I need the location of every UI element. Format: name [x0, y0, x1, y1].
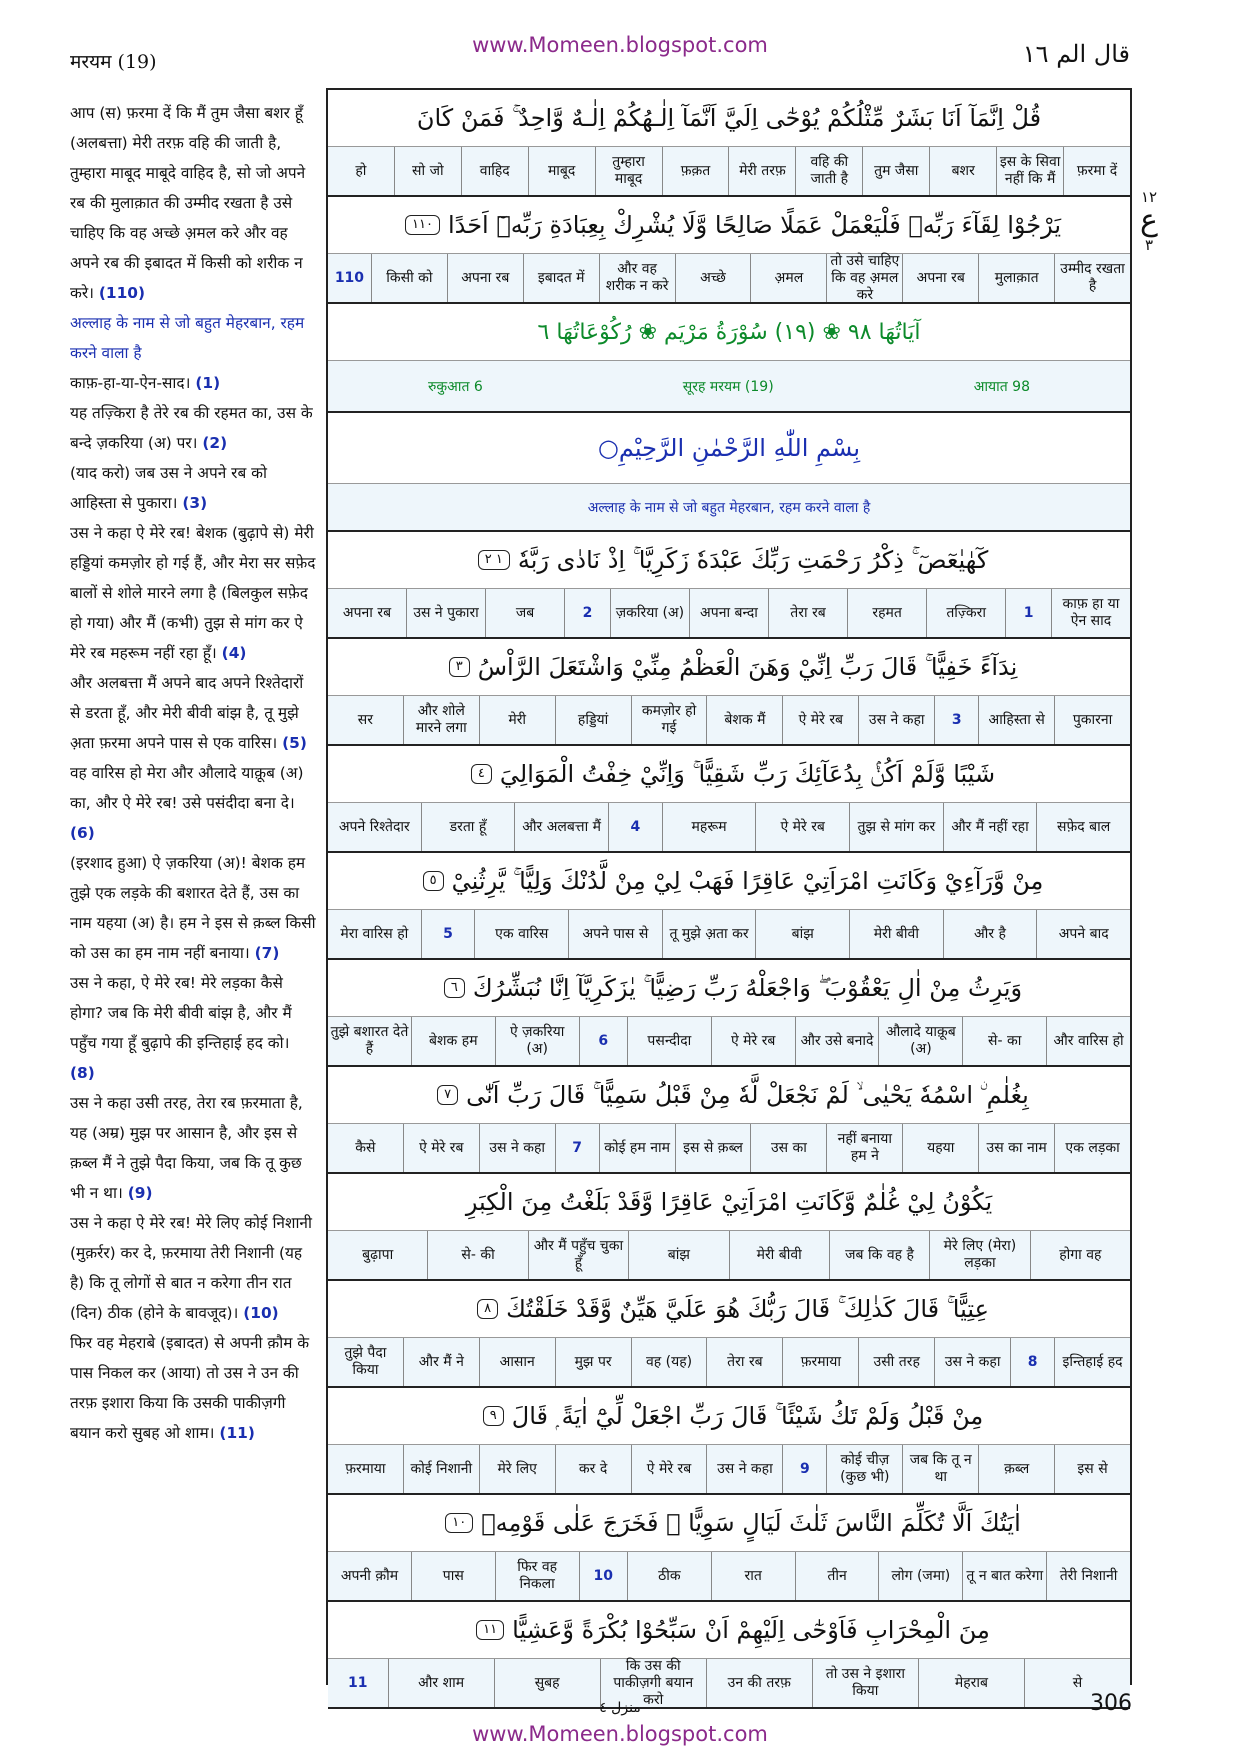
word-cell: इबादत में: [523, 254, 599, 302]
arabic-text: وَيَرِثُ مِنْ اٰلِ يَعْقُوْبَ ۖ وَاجْعَلْهُ رَبِّ رَضِيًّا ۚ يٰزَكَرِيَّآ اِنَّا نُبَشِّرُكَ: [472, 974, 1023, 1002]
word-cell: उस ने पुकारा: [406, 589, 485, 637]
verse-number-cell: 3: [934, 696, 978, 744]
ayah-marker: ٩: [483, 1406, 504, 1426]
word-cell: तेरा रब: [768, 589, 847, 637]
word-cell: उम्मीद रखता है: [1054, 254, 1130, 302]
word-cell: तज़्किरा: [926, 589, 1005, 637]
word-grid: [328, 1124, 1130, 1174]
word-cell: वाहिद: [461, 147, 528, 195]
arabic-text: قُلْ اِنَّمَآ اَنَا بَشَرٌ مِّثْلُكُمْ يُوْحٰٓى اِلَيَّ اَنَّمَآ اِلٰـهُكُمْ اِلٰـهٌ وَّاحِدٌ ۚ فَمَنْ كَانَ: [416, 104, 1042, 132]
word-cell: रहमत: [847, 589, 926, 637]
word-grid: [328, 1338, 1130, 1388]
word-cell: ऐ मेरे रब: [711, 1017, 795, 1065]
arabic-line: [328, 853, 1130, 910]
word-cell: अ़मल: [750, 254, 826, 302]
verse-number-cell: 7: [555, 1124, 599, 1172]
ayah-marker: ٨: [477, 1299, 498, 1319]
word-cell: एक वारिस: [474, 910, 568, 958]
rukuat-count: रुकुआत 6: [428, 378, 483, 395]
trans-p11: फिर वह मेहराबे (इबादत) से अपनी क़ौम के पास निकल कर (आया) तो उस ने उन की तरफ़ इशारा किया कि उसकी पाकीज़गी बयान करो सुबह ओ शाम।: [70, 1334, 310, 1442]
word-cell: से- की: [427, 1231, 527, 1279]
word-cell: मेरी: [479, 696, 555, 744]
word-cell: हो: [328, 147, 394, 195]
ayah-marker: ٣: [449, 657, 470, 677]
word-cell: ऐ ज़करिया (अ): [495, 1017, 579, 1065]
word-grid: [328, 803, 1130, 853]
word-cell: और वह शरीक न करे: [599, 254, 675, 302]
page-number: 306: [1090, 1691, 1132, 1716]
word-cell: किसी को: [371, 254, 447, 302]
ayah-marker: ١١٠: [405, 215, 440, 235]
ayat-count: आयात 98: [973, 378, 1030, 395]
word-cell: फ़रमाया: [782, 1338, 858, 1386]
word-cell: अपना रब: [328, 589, 406, 637]
word-cell: पुकारना: [1054, 696, 1130, 744]
verse-number: (6): [70, 824, 95, 842]
word-cell: तुम्हारा माबूद: [595, 147, 662, 195]
arabic-line: [328, 1388, 1130, 1445]
word-cell: तुम जैसा: [862, 147, 929, 195]
ayah-marker: ١١: [476, 1620, 504, 1640]
word-cell: तुझे बशारत देते हैं: [328, 1017, 411, 1065]
word-cell: मेरी तरफ़: [728, 147, 795, 195]
word-cell: महरूम: [662, 803, 756, 851]
trans-bismillah: अल्लाह के नाम से जो बहुत मेहरबान, रहम करने वाला है: [70, 314, 305, 362]
trans-p1: आप (स) फ़रमा दें कि मैं तुम जैसा बशर हूँ (अलबत्ता) मेरी तरफ़ वहि की जाती है, तुम्हारा माबूद माबूदे वाहिद है, सो जो अपने रब की मुलाक़ात की उम्मीद रखता है उसे चाहिए कि वह अच्छे अ़मल करे और वह अपने रब की इबादत में किसी को शरीक न करे।: [70, 104, 306, 302]
word-cell: सो जो: [394, 147, 461, 195]
arabic-text: يَكُوْنُ لِيْ غُلٰمٌ وَّكَانَتِ امْرَاَتِيْ عَاقِرًا وَّقَدْ بَلَغْتُ مِنَ الْكِبَرِ: [465, 1188, 993, 1216]
word-cell: क़ब्ल: [978, 1445, 1054, 1493]
trans-p8: उस ने कहा, ऐ मेरे रब! मेरे लड़का कैसे होगा? जब कि मेरी बीवी बांझ है, और मैं पहुँच गया हूँ बुढ़ापे की इन्तिहाई हद को।: [70, 974, 292, 1052]
word-grid: [328, 1659, 1130, 1709]
surah-title-arabic: آيَاتُهَا ٩٨ ❀ (١٩) سُوْرَةُ مَرْيَم ❀ رُكُوْعَاتُهَا ٦: [328, 304, 1130, 361]
word-grid: [328, 1552, 1130, 1602]
arabic-line: [328, 639, 1130, 696]
verse-number: (5): [282, 734, 307, 752]
arabic-line: [328, 532, 1130, 589]
word-cell: फ़रमा दें: [1063, 147, 1130, 195]
word-grid: [328, 696, 1130, 746]
arabic-text: عِتِيًّا ۚ قَالَ كَذٰلِكَ ۚ قَالَ رَبُّكَ هُوَ عَلَيَّ هَيِّنٌ وَّقَدْ خَلَقْتُكَ: [506, 1295, 989, 1323]
word-cell: उसी तरह: [858, 1338, 934, 1386]
word-cell: उस ने कहा: [858, 696, 934, 744]
word-cell: जब कि तू न था: [902, 1445, 978, 1493]
translation-column: [70, 98, 316, 1448]
verse-number: (2): [202, 434, 228, 452]
bismillah-arabic: بِسْمِ اللّٰهِ الرَّحْمٰنِ الرَّحِيْمِ○: [328, 413, 1130, 484]
arabic-line: [328, 1067, 1130, 1124]
ayah-marker: ٧: [437, 1085, 458, 1105]
word-cell: इस से: [1054, 1445, 1130, 1493]
word-cell: पसन्दीदा: [627, 1017, 711, 1065]
word-cell: नहीं बनाया हम ने: [826, 1124, 902, 1172]
word-cell: और वारिस हो: [1046, 1017, 1130, 1065]
word-grid: [328, 1017, 1130, 1067]
word-cell: मेरा वारिस हो: [328, 910, 421, 958]
word-cell: मुझ पर: [555, 1338, 631, 1386]
arabic-text: كٓهٰيٰعٓصٓ ۚ ذِكْرُ رَحْمَتِ رَبِّكَ عَبْدَهٗ زَكَرِيَّا ۚ اِذْ نَادٰى رَبَّهٗ: [517, 546, 989, 574]
arabic-text: شَيْبًا وَّلَمْ اَكُنْۢ بِدُعَآئِكَ رَبِّ شَقِيًّا ۚ وَاِنِّيْ خِفْتُ الْمَوَالِيَ: [499, 760, 996, 788]
word-cell: अपना रब: [447, 254, 523, 302]
word-cell: हड्डियां: [555, 696, 631, 744]
arabic-line: [328, 90, 1130, 147]
word-cell: ऐ मेरे रब: [782, 696, 858, 744]
word-cell: आसान: [479, 1338, 555, 1386]
word-cell: वह (यह): [631, 1338, 707, 1386]
arabic-line: [328, 960, 1130, 1017]
word-cell: तू न बात करेगा: [962, 1552, 1046, 1600]
word-cell: और मैं पहुँच चुका हूँ: [528, 1231, 628, 1279]
trans-p7: (इरशाद हुआ) ऐ ज़करिया (अ)! बेशक हम तुझे एक लड़के की बशारत देते हैं, उस का नाम यहया (अ) है। हम ने इस से क़ब्ल किसी को उस का हम नाम नहीं बनाया।: [70, 854, 316, 962]
arabic-text: بِغُلٰمِ ۨ اسْمُهٗ يَحْيٰى ۙ لَمْ نَجْعَلْ لَّهٗ مِنْ قَبْلُ سَمِيًّا ۚ قَالَ رَبِّ اَنّٰى: [466, 1081, 1029, 1109]
word-grid: [328, 589, 1130, 639]
trans-p1a: काफ़-हा-या-ऐन-साद।: [70, 374, 191, 392]
word-grid: [328, 1445, 1130, 1495]
arabic-line: [328, 746, 1130, 803]
trans-p6: वह वारिस हो मेरा और औलादे याक़ूब (अ) का, और ऐ मेरे रब! उसे पसंदीदा बना दे।: [70, 764, 304, 812]
ruku-mark-top: ١٢: [1140, 188, 1158, 206]
arabic-text: يَرْجُوْا لِقَآءَ رَبِّهٖ فَلْيَعْمَلْ عَمَلًا صَالِحًا وَّلَا يُشْرِكْ بِعِبَادَةِ رَبِّهٖٓ اَحَدًا: [447, 211, 1062, 239]
word-cell: रात: [711, 1552, 795, 1600]
word-cell: एक लड़का: [1054, 1124, 1130, 1172]
word-cell: तुझे पैदा किया: [328, 1338, 403, 1386]
arabic-text: نِدَآءً خَفِيًّا ۚ قَالَ رَبِّ اِنِّيْ وَهَنَ الْعَظْمُ مِنِّيْ وَاشْتَعَلَ الرَّاْسُ: [477, 653, 1018, 681]
arabic-line: [328, 197, 1130, 254]
verse-number: (1): [195, 374, 221, 392]
word-cell: ठीक: [627, 1552, 711, 1600]
word-cell: अपने पास से: [568, 910, 662, 958]
verse-number-cell: 1: [1005, 589, 1051, 637]
word-cell: उस ने कहा: [479, 1124, 555, 1172]
word-cell: अपनी क़ौम: [328, 1552, 411, 1600]
word-cell: कैसे: [328, 1124, 403, 1172]
word-cell: और शोले मारने लगा: [403, 696, 479, 744]
ruku-side-mark: [1132, 188, 1166, 254]
word-cell: और उसे बनादे: [795, 1017, 879, 1065]
surah-rows: [328, 532, 1130, 1709]
verse-number-cell: 8: [1010, 1338, 1054, 1386]
site-url-top[interactable]: www.Momeen.blogspot.com: [472, 33, 768, 57]
surah-name: (19) सूरह मरयम: [682, 378, 774, 395]
word-cell: आहिस्ता से: [978, 696, 1054, 744]
word-grid: [328, 910, 1130, 960]
word-cell: लोग (जमा): [878, 1552, 962, 1600]
word-cell: कि उस की पाकीज़गी बयान करो: [600, 1659, 706, 1707]
word-cell: सर: [328, 696, 403, 744]
arabic-text: مِنَ الْمِحْرَابِ فَاَوْحٰٓى اِلَيْهِمْ اَنْ سَبِّحُوْا بُكْرَةً وَّعَشِيًّا: [512, 1616, 990, 1644]
word-cell: मेरे लिए: [479, 1445, 555, 1493]
verse-number-cell: 5: [421, 910, 475, 958]
word-cell: ऐ मेरे रब: [755, 803, 849, 851]
verse-number-cell: 6: [579, 1017, 627, 1065]
word-cell: कोई चीज़ (कुछ भी): [826, 1445, 902, 1493]
word-cell: ऐ मेरे रब: [403, 1124, 479, 1172]
bismillah-translation: अल्लाह के नाम से जो बहुत मेहरबान, रहम करने वाला है: [328, 484, 1130, 532]
arabic-line: [328, 1495, 1130, 1552]
word-cell: डरता हूँ: [421, 803, 515, 851]
juz-header-right: قال الم ١٦: [1022, 40, 1130, 68]
word-cell: अच्छे: [675, 254, 751, 302]
trans-p4: उस ने कहा ऐ मेरे रब! बेशक (बुढ़ापे से) मेरी हड्डियां कमज़ोर हो गई हैं, और मेरा सर सफ़ेद बालों से शोले मारने लगा है (बिलकुल सफ़ेद हो गया) और मैं (कभी) तुझ से मांग कर ऐ मेरे रब महरूम नहीं रहा हूँ।: [70, 524, 316, 662]
word-cell: यहया: [902, 1124, 978, 1172]
manzil-label: منزل ٤: [599, 1700, 641, 1716]
trans-p9: उस ने कहा उसी तरह, तेरा रब फ़रमाता है, यह (अम्र) मुझ पर आसान है, और इस से क़ब्ल मैं ने तुझे पैदा किया, जब कि तू कुछ भी न था।: [70, 1094, 303, 1202]
verse-number-cell: 4: [608, 803, 662, 851]
verse-number: (3): [182, 494, 208, 512]
trans-p3: (याद करो) जब उस ने अपने रब को आहिस्ता से पुकारा।: [70, 464, 267, 512]
word-cell: अपना रब: [902, 254, 978, 302]
trans-p5: और अलबत्ता मैं अपने बाद अपने रिश्तेदारों से डरता हूँ, और मेरी बीवी बांझ है, तू मुझे अ़ता फ़रमा अपने पास से एक वारिस।: [70, 674, 304, 752]
word-cell: उस ने कहा: [934, 1338, 1010, 1386]
verse-number-cell: 9: [782, 1445, 826, 1493]
word-cell: उस का: [750, 1124, 826, 1172]
word-cell: मेरे लिए (मेरा) लड़का: [929, 1231, 1029, 1279]
verse-number-cell: 2: [564, 589, 610, 637]
ayah-marker: ١٠: [445, 1513, 473, 1533]
prev-surah-rows: [328, 90, 1130, 304]
word-cell: कर दे: [555, 1445, 631, 1493]
arabic-text: مِنْ وَّرَآءِيْ وَكَانَتِ امْرَاَتِيْ عَاقِرًا فَهَبْ لِيْ مِنْ لَّدُنْكَ وَلِيًّا ۚ يَّرِثُنِيْ: [451, 867, 1044, 895]
word-cell: बेशक मैं: [706, 696, 782, 744]
word-cell: से- का: [962, 1017, 1046, 1065]
word-cell: और मैं नहीं रहा: [943, 803, 1037, 851]
word-cell: मेरी बीवी: [729, 1231, 829, 1279]
word-grid: [328, 1231, 1130, 1281]
word-cell: काफ़ हा या ऐन साद: [1051, 589, 1130, 637]
verse-number: (10): [243, 1304, 279, 1322]
verse-number-cell: 10: [579, 1552, 627, 1600]
word-cell: कमज़ोर हो गई: [631, 696, 707, 744]
word-grid: [328, 147, 1130, 197]
verse-number: (11): [219, 1424, 255, 1442]
word-cell: फ़रमाया: [328, 1445, 403, 1493]
word-cell: तेरा रब: [706, 1338, 782, 1386]
word-cell: तो उस ने इशारा किया: [812, 1659, 918, 1707]
ayah-marker: ٤: [471, 764, 492, 784]
word-grid: [328, 254, 1130, 304]
word-cell: मेरी बीवी: [849, 910, 943, 958]
word-cell: कोई निशानी: [403, 1445, 479, 1493]
word-cell: अपने रिश्तेदार: [328, 803, 421, 851]
arabic-text: مِنْ قَبْلُ وَلَمْ تَكُ شَيْئًا ۚ قَالَ رَبِّ اجْعَلْ لِّيْٓ اٰيَةً ۭ قَالَ: [511, 1402, 984, 1430]
word-cell: पास: [411, 1552, 495, 1600]
verse-number: (7): [254, 944, 280, 962]
word-cell: बांझ: [755, 910, 849, 958]
word-cell: उस का नाम: [978, 1124, 1054, 1172]
word-cell: सुबह: [494, 1659, 600, 1707]
word-cell: उन की तरफ़: [706, 1659, 812, 1707]
ayah-marker: ٥: [423, 871, 444, 891]
word-cell: बुढ़ापा: [328, 1231, 427, 1279]
arabic-text: اٰيَتُكَ اَلَّا تُكَلِّمَ النَّاسَ ثَلٰثَ لَيَالٍ سَوِيًّا ۚ فَخَرَجَ عَلٰى قَوْمِهٖ: [481, 1509, 1021, 1537]
surah-info-row: [328, 361, 1130, 413]
word-cell: जब कि वह है: [829, 1231, 929, 1279]
word-cell: तो उसे चाहिए कि वह अ़मल करे: [826, 254, 902, 302]
word-cell: सफ़ेद बाल: [1036, 803, 1130, 851]
arabic-line: [328, 1602, 1130, 1659]
verse-number-cell: 11: [328, 1659, 388, 1707]
word-cell: इन्तिहाई हद: [1054, 1338, 1130, 1386]
trans-p10: उस ने कहा ऐ मेरे रब! मेरे लिए कोई निशानी (मुक़र्रर) कर दे, फ़रमाया तेरी निशानी (यह है) कि तू लोगों से बात न करेगा तीन रात (दिन) ठीक (होने के बावजूद)।: [70, 1214, 312, 1322]
word-cell: ऐ मेरे रब: [631, 1445, 707, 1493]
ayah-marker: ٦: [444, 978, 465, 998]
word-cell: और है: [943, 910, 1037, 958]
word-cell: तेरी निशानी: [1046, 1552, 1130, 1600]
word-cell: तुझ से मांग कर: [849, 803, 943, 851]
word-cell: फ़क़त: [662, 147, 729, 195]
verse-number-cell: 110: [328, 254, 371, 302]
trans-p2: यह तज़्किरा है तेरे रब की रहमत का, उस के बन्दे ज़करिया (अ) पर।: [70, 404, 313, 452]
word-cell: और अलबत्ता मैं: [514, 803, 608, 851]
surah-header-left: मरयम (19): [70, 51, 157, 73]
word-cell: होगा वह: [1030, 1231, 1130, 1279]
word-cell: बांझ: [628, 1231, 728, 1279]
word-cell: तीन: [795, 1552, 879, 1600]
word-cell: जब: [485, 589, 564, 637]
word-cell: वहि की जाती है: [795, 147, 862, 195]
word-cell: कोई हम नाम: [599, 1124, 675, 1172]
word-cell: मेहराब: [918, 1659, 1024, 1707]
verse-number: (8): [70, 1064, 95, 1082]
word-cell: औलादे याक़ूब (अ): [878, 1017, 962, 1065]
word-cell: और शाम: [388, 1659, 494, 1707]
word-cell: तू मुझे अ़ता कर: [662, 910, 756, 958]
word-cell: मुलाक़ात: [978, 254, 1054, 302]
verse-number: (110): [98, 284, 146, 302]
word-cell: माबूद: [528, 147, 595, 195]
word-cell: फिर वह निकला: [495, 1552, 579, 1600]
ruku-mark-bottom: ٣: [1144, 236, 1154, 254]
word-cell: से: [1024, 1659, 1130, 1707]
word-cell: और मैं ने: [403, 1338, 479, 1386]
word-cell: बशर: [929, 147, 996, 195]
ayah-marker: ١ ٢: [478, 550, 510, 570]
word-cell: अपने बाद: [1036, 910, 1130, 958]
arabic-line: [328, 1174, 1130, 1231]
arabic-line: [328, 1281, 1130, 1338]
word-cell: इस से क़ब्ल: [675, 1124, 751, 1172]
site-url-bottom[interactable]: www.Momeen.blogspot.com: [472, 1722, 768, 1746]
word-cell: अपना बन्दा: [689, 589, 768, 637]
word-cell: इस के सिवा नहीं कि मैं: [996, 147, 1063, 195]
word-cell: बेशक हम: [411, 1017, 495, 1065]
word-cell: उस ने कहा: [706, 1445, 782, 1493]
verse-number: (4): [221, 644, 247, 662]
word-cell: ज़करिया (अ): [610, 589, 689, 637]
ruku-mark-letter: ع: [1140, 203, 1158, 238]
verse-number: (9): [127, 1184, 153, 1202]
